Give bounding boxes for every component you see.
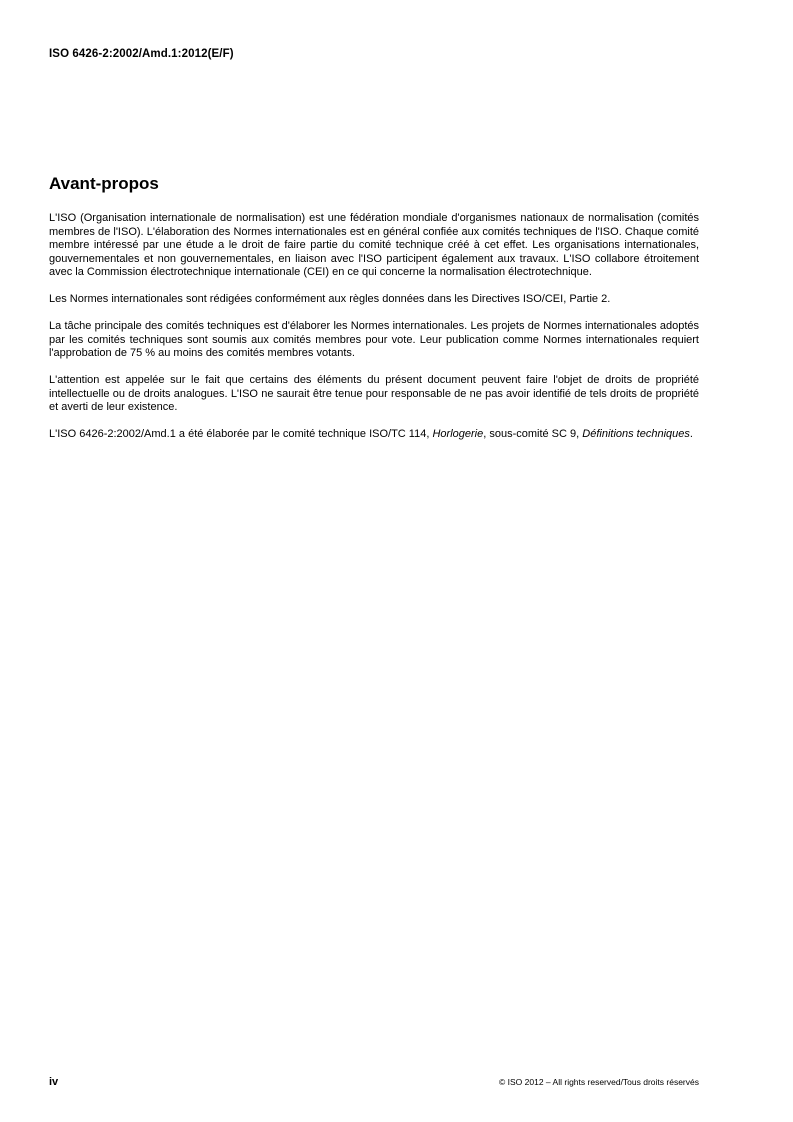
paragraph-prepared-by: [49, 428, 699, 442]
copyright-notice: © ISO 2012 – All rights reserved/Tous droits réservés: [499, 1077, 699, 1087]
page-number: iv: [49, 1076, 59, 1088]
section-title: Avant-propos: [49, 174, 159, 193]
prepared-by-prefix: L'ISO 6426-2:2002/Amd.1 a été élaborée par le comité technique ISO/TC 114,: [49, 428, 433, 440]
paragraph-technical-committees: La tâche principale des comités techniques est d'élaborer les Normes internationales. Les projets de Normes internationales adoptés par les comités techniques sont soumis aux comités membres pour vote. Leur publication comme Normes internationales requiert l'approbation de 75 % au moins des comités membres votants.: [49, 320, 699, 359]
foreword-body: [49, 212, 699, 455]
document-identifier: ISO 6426-2:2002/Amd.1:2012(E/F): [49, 48, 234, 60]
subcommittee-name: Définitions techniques: [582, 428, 690, 440]
prepared-by-middle: , sous-comité SC 9,: [483, 428, 583, 440]
prepared-by-suffix: .: [689, 428, 693, 440]
committee-name: Horlogerie: [432, 428, 484, 440]
paragraph-directives: Les Normes internationales sont rédigées conformément aux règles données dans les Directives ISO/CEI, Partie 2.: [49, 293, 611, 305]
paragraph-patent-rights: L'attention est appelée sur le fait que certains des éléments du présent document peuvent faire l'objet de droits de propriété intellectuelle ou de droits analogues. L'ISO ne saurait être tenue pour responsable de ne pas avoir identifié de tels droits de propriété et averti de leur existence.: [49, 374, 699, 413]
paragraph-organisation: L'ISO (Organisation internationale de normalisation) est une fédération mondiale d'organismes nationaux de normalisation (comités membres de l'ISO). L'élaboration des Normes internationales est en général confiée aux comités techniques de l'ISO. Chaque comité membre intéressé par une étude a le droit de faire partie du comité technique créé à cet effet. Les organisations internationales, gouvernementales et non gouvernementales, en liaison avec l'ISO participent également aux travaux. L'ISO collabore étroitement avec la Commission électrotechnique internationale (CEI) en ce qui concerne la normalisation électrotechnique.: [49, 212, 699, 278]
